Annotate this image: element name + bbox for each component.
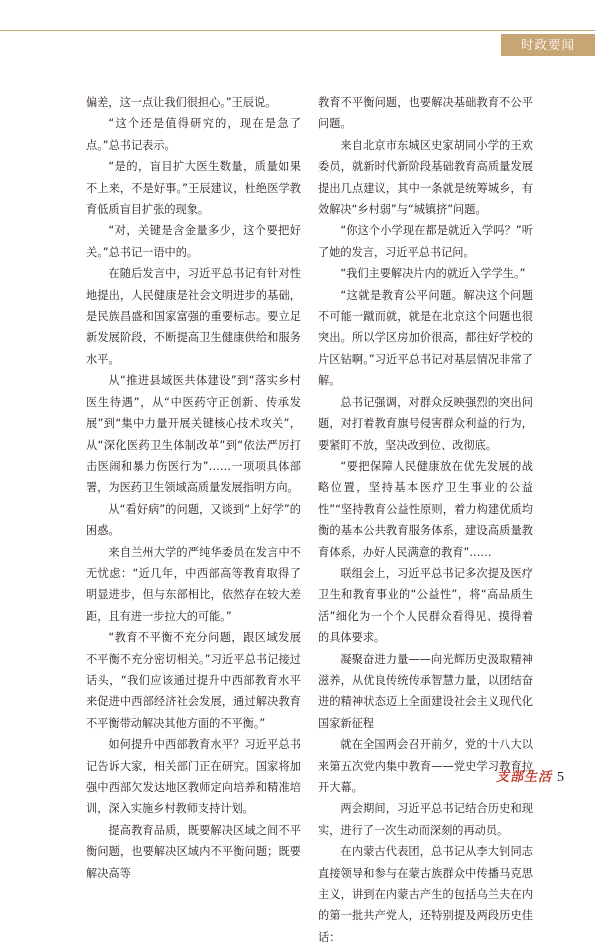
paragraph: 偏差，这一点让我们很担心。”王辰说。 <box>86 96 277 109</box>
left-column <box>86 92 301 884</box>
magazine-logo: 支部生活 <box>496 770 553 785</box>
paragraph: 在随后发言中，习近平总书记有针对性地提出，人民健康是社会文明进步的基础，是民族昌盛和国家富强的重要标志。要立足新发展阶段，不断提高卫生健康供给和服务水平。 <box>86 267 301 366</box>
paragraph-continuation: 教育不平衡问题，也要解决基础教育不公平问题。 <box>318 96 533 131</box>
paragraph: “是的，盲目扩大医生数量，质量如果不上来，不是好事。”王辰建议，杜绝医学教育低质盲目扩张的现象。 <box>86 160 301 217</box>
page-number: 5 <box>557 770 564 785</box>
paragraph: “教育不平衡不充分问题，跟区域发展不平衡不充分密切相关。”习近平总书记接过话头，“我们应该通过提升中西部教育水平来促进中西部经济社会发展，通过解决教育不平衡带动解决其他方面的不平衡。” <box>86 631 301 730</box>
section-tag: 时政要闻 <box>501 34 595 56</box>
paragraph: 就在全国两会召开前夕，党的十八大以来第五次党内集中教育——党史学习教育拉开大幕。 <box>318 738 533 794</box>
paragraph: “这就是教育公平问题。解决这个问题不可能一蹴而就，就是在北京这个问题也很突出。所以学区房加价很高，都往好学校的片区钻啊。”习近平总书记对基层情况非常了解。 <box>318 288 533 388</box>
paragraph: 联组会上，习近平总书记多次提及医疗卫生和教育事业的“公益性”，将“高品质生活”细化为一个个人民群众看得见、摸得着的具体要求。 <box>318 566 533 645</box>
paragraph: 从“推进县域医共体建设”到“落实乡村医生待遇”，从“中医药守正创新、传承发展”到“集中力量开展关键核心技术攻关”，从“深化医药卫生体制改革”到“依法严厉打击医闹和暴力伤医行为”……一项项具体部署，为医药卫生领域高质量发展指明方向。 <box>86 374 301 495</box>
paragraph: 总书记强调，对群众反映强烈的突出问题，对打着教育旗号侵害群众利益的行为，要紧盯不放，坚决改到位、改彻底。 <box>318 395 533 452</box>
subheading-paragraph: 凝聚奋进力量——向光辉历史汲取精神滋养，从优良传统传承智慧力量，以团结奋进的精神状态迈上全面建设社会主义现代化国家新征程 <box>318 652 533 730</box>
paragraph: “你这个小学现在都是就近入学吗？”听了她的发言，习近平总书记问。 <box>318 224 533 259</box>
paragraph: 提高教育品质，既要解决区域之间不平衡问题，也要解决区域内不平衡问题；既要解决高等 <box>86 823 301 880</box>
paragraph: 来自北京市东城区史家胡同小学的王欢委员，就新时代新阶段基础教育高质量发展提出几点建议，其中一条就是统筹城乡，有效解决“乡村弱”与“城镇挤”问题。 <box>318 138 533 217</box>
paragraph: “我们主要解决片内的就近入学学生。” <box>340 267 526 281</box>
header-rule <box>0 30 595 31</box>
paragraph: “这个还是值得研究的，现在是急了点。”总书记表示。 <box>86 117 301 152</box>
paragraph: “要把保障人民健康放在优先发展的战略位置，坚持基本医疗卫生事业的公益性”“坚持教育公益性原则，着力构建优质均衡的基本公共教育服务体系，建设高质量教育体系，办好人民满意的教育”…… <box>318 459 533 559</box>
paragraph: “对，关键是含金量多少，这个要把好关。”总书记一语中的。 <box>86 224 301 259</box>
paragraph: 来自兰州大学的严纯华委员在发言中不无忧虑：“近几年，中西部高等教育取得了明显进步，但与东部相比，依然存在较大差距，且有进一步拉大的可能。” <box>86 545 301 623</box>
right-column <box>318 92 533 948</box>
paragraph: 两会期间，习近平总书记结合历史和现实，进行了一次生动而深刻的再动员。 <box>318 802 533 837</box>
paragraph: 如何提升中西部教育水平？习近平总书记告诉大家，相关部门正在研究。国家将加强中西部欠发达地区教师定向培养和精准培训，深入实施乡村教师支持计划。 <box>86 738 301 816</box>
paragraph: 从“看好病”的问题，又谈到“上好学”的困惑。 <box>86 502 301 538</box>
paragraph: 在内蒙古代表团，总书记从李大钊同志直接领导和参与在蒙古族群众中传播马克思主义，讲到在内蒙古产生的包括乌兰夫在内的第一批共产党人，还特别提及两段历史佳话： <box>318 845 533 944</box>
